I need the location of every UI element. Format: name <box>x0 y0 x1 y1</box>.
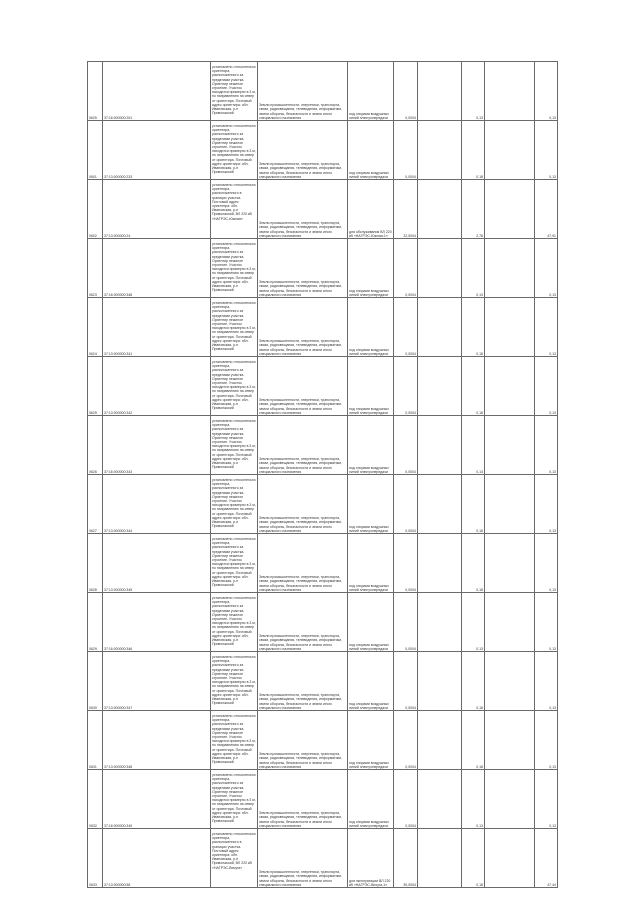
empty-cell <box>485 770 535 829</box>
land-category: Земли промышленности, энергетики, транспорта, связи, радиовещания, телевидения, информатики, земли обороны, безопасности и земли иного специального назначения <box>258 593 348 652</box>
total-value: 0,13 <box>535 534 558 593</box>
empty-cell <box>485 652 535 711</box>
total-value: 0,13 <box>535 121 558 180</box>
area-value: 30,0004 <box>394 829 418 888</box>
land-category: Земли промышленности, энергетики, транспорта, связи, радиовещания, телевидения, информатики, земли обороны, безопасности и земли иного специального назначения <box>258 357 348 416</box>
permitted-use: под опорами воздушных линий электропередачи <box>348 475 394 534</box>
area-value: 0,0004 <box>394 357 418 416</box>
empty-cell <box>418 534 462 593</box>
share-value: 0,18 <box>462 829 485 888</box>
total-value: 0,13 <box>535 416 558 475</box>
land-plots-table <box>87 61 558 888</box>
permitted-use: под опорами воздушных линий электропередачи <box>348 593 394 652</box>
total-value: 0,13 <box>535 298 558 357</box>
cadastral-number: 37:16:000000:261 <box>103 62 211 121</box>
table-row <box>88 475 558 534</box>
land-category: Земли промышленности, энергетики, транспорта, связи, радиовещания, телевидения, информатики, земли обороны, безопасности и земли иного специального назначения <box>258 298 348 357</box>
cadastral-number: 37:16:000000:348 <box>103 239 211 298</box>
empty-cell <box>485 62 535 121</box>
table-row <box>88 121 558 180</box>
row-id: 0602 <box>88 180 103 239</box>
empty-cell <box>485 711 535 770</box>
address-cell: установлено относительно ориентира, расположенного за пределами участка. Ориентир нежилое строение. Участок находится примерно в 3 м, по направлению на север от ориентира. Почтовый адрес ориентира: обл. Ивановская, р-н Приволжский <box>211 239 258 298</box>
total-value: 47,44 <box>535 829 558 888</box>
table-row <box>88 770 558 829</box>
area-value: 0,0004 <box>394 475 418 534</box>
permitted-use: под опорами воздушных линий электропередачи <box>348 652 394 711</box>
empty-cell <box>418 121 462 180</box>
area-value: 0,0004 <box>394 652 418 711</box>
empty-cell <box>485 298 535 357</box>
land-category: Земли промышленности, энергетики, транспорта, связи, радиовещания, телевидения, информатики, земли обороны, безопасности и земли иного специального назначения <box>258 829 348 888</box>
cadastral-number: 37:13:000000:233 <box>103 121 211 180</box>
row-id: 0624 <box>88 298 103 357</box>
row-id: 0631 <box>88 711 103 770</box>
share-value: 0,18 <box>462 534 485 593</box>
area-value: 0,0004 <box>394 711 418 770</box>
address-cell: установлено относительно ориентира, расположенного за пределами участка. Ориентир нежилое строение. Участок находится примерно в 3 м, по направлению на север от ориентира. Почтовый адрес ориентира: обл. Ивановская, р-н Приволжский <box>211 121 258 180</box>
empty-cell <box>418 180 462 239</box>
area-value: 0,0004 <box>394 770 418 829</box>
address-cell: установлено относительно ориентира, расположенного за пределами участка. Ориентир нежилое строение. Участок находится примерно в 3 м, по направлению на север от ориентира. Почтовый адрес ориентира: обл. Ивановская, р-н Приволжский <box>211 298 258 357</box>
share-value: 0,13 <box>462 593 485 652</box>
empty-cell <box>485 475 535 534</box>
land-category: Земли промышленности, энергетики, транспорта, связи, радиовещания, телевидения, информатики, земли обороны, безопасности и земли иного специального назначения <box>258 534 348 593</box>
empty-cell <box>485 829 535 888</box>
area-value: 0,0004 <box>394 593 418 652</box>
table-row <box>88 298 558 357</box>
cadastral-number: 37:13:000000:58 <box>103 829 211 888</box>
share-value: 0,13 <box>462 62 485 121</box>
area-value: 0,0004 <box>394 121 418 180</box>
row-id: 0633 <box>88 829 103 888</box>
cadastral-number: 37:13:000000:24 <box>103 180 211 239</box>
cadastral-number: 37:16:000000:346 <box>103 593 211 652</box>
table-row <box>88 829 558 888</box>
empty-cell <box>485 357 535 416</box>
land-category: Земли промышленности, энергетики, транспорта, связи, радиовещания, телевидения, информатики, земли обороны, безопасности и земли иного специального назначения <box>258 121 348 180</box>
land-category: Земли промышленности, энергетики, транспорта, связи, радиовещания, телевидения, информатики, земли обороны, безопасности и земли иного специального назначения <box>258 180 348 239</box>
total-value: 47,91 <box>535 180 558 239</box>
land-category: Земли промышленности, энергетики, транспорта, связи, радиовещания, телевидения, информатики, земли обороны, безопасности и земли иного специального назначения <box>258 416 348 475</box>
address-cell: установлено относительно ориентира, расположенного за пределами участка. Ориентир нежилое строение. Участок находится примерно в 3 м, по направлению на север от ориентира. Почтовый адрес ориентира: обл. Ивановская, р-н Приволжский <box>211 62 258 121</box>
share-value: 2,78 <box>462 180 485 239</box>
empty-cell <box>418 652 462 711</box>
row-id: 0625 <box>88 62 103 121</box>
table-row <box>88 357 558 416</box>
cadastral-number: 37:16:000000:349 <box>103 770 211 829</box>
row-id: 0628 <box>88 534 103 593</box>
table-row <box>88 416 558 475</box>
table-row <box>88 652 558 711</box>
address-cell: установлено относительно ориентира, расположенного за пределами участка. Ориентир нежилое строение. Участок находится примерно в 3 м, по направлению на север от ориентира. Почтовый адрес ориентира: обл. Ивановская, р-н Приволжский <box>211 711 258 770</box>
address-cell: установлено относительно ориентира, расположенного за пределами участка. Ориентир нежилое строение. Участок находится примерно в 3 м, по направлению на север от ориентира. Почтовый адрес ориентира: обл. Ивановская, р-н Приволжский <box>211 652 258 711</box>
address-cell: установлено относительно ориентира, расположенного в границах участка. Почтовый адрес ориентира: обл. Ивановская, р-н Приволжский, ВЛ 220 кВ «НАГРЭС-Вичуга» <box>211 829 258 888</box>
share-value: 0,18 <box>462 298 485 357</box>
total-value: 0,13 <box>535 357 558 416</box>
total-value: 0,13 <box>535 239 558 298</box>
address-cell: установлено относительно ориентира, расположенного за пределами участка. Ориентир нежилое строение. Участок находится примерно в 3 м, по направлению на север от ориентира. Почтовый адрес ориентира: обл. Ивановская, р-н Приволжский <box>211 534 258 593</box>
share-value: 0,13 <box>462 239 485 298</box>
share-value: 0,13 <box>462 770 485 829</box>
area-value: 0,0004 <box>394 62 418 121</box>
row-id: 0632 <box>88 770 103 829</box>
row-id: 0625 <box>88 357 103 416</box>
empty-cell <box>418 239 462 298</box>
area-value: 22,0004 <box>394 180 418 239</box>
cadastral-number: 37:13:000000:347 <box>103 652 211 711</box>
address-cell: установлено относительно ориентира, расположенного за пределами участка. Ориентир нежилое строение. Участок находится примерно в 3 м, по направлению на север от ориентира. Почтовый адрес ориентира: обл. Ивановская, р-н Приволжский <box>211 770 258 829</box>
address-cell: установлено относительно ориентира, расположенного за пределами участка. Ориентир нежилое строение. Участок находится примерно в 3 м, по направлению на север от ориентира. Почтовый адрес ориентира: обл. Ивановская, р-н Приволжский <box>211 416 258 475</box>
empty-cell <box>418 62 462 121</box>
permitted-use: под опорами воздушных линий электропередачи <box>348 121 394 180</box>
total-value: 0,13 <box>535 62 558 121</box>
address-cell: установлено относительно ориентира, расположенного за пределами участка. Ориентир нежилое строение. Участок находится примерно в 3 м, по направлению на север от ориентира. Почтовый адрес ориентира: обл. Ивановская, р-н Приволжский <box>211 357 258 416</box>
permitted-use: для эксплуатации ВЛ 220 кВ «НАГРЭС-Вичуга-1» <box>348 829 394 888</box>
empty-cell <box>485 239 535 298</box>
empty-cell <box>418 357 462 416</box>
area-value: 0,0004 <box>394 298 418 357</box>
cadastral-number: 37:13:000000:344 <box>103 475 211 534</box>
empty-cell <box>418 475 462 534</box>
empty-cell <box>418 298 462 357</box>
row-id: 0630 <box>88 652 103 711</box>
area-value: 0,0004 <box>394 239 418 298</box>
empty-cell <box>418 593 462 652</box>
table-row <box>88 239 558 298</box>
empty-cell <box>418 416 462 475</box>
row-id: 0627 <box>88 475 103 534</box>
land-category: Земли промышленности, энергетики, транспорта, связи, радиовещания, телевидения, информатики, земли обороны, безопасности и земли иного специального назначения <box>258 711 348 770</box>
permitted-use: под опорами воздушных линий электропередачи <box>348 298 394 357</box>
land-category: Земли промышленности, энергетики, транспорта, связи, радиовещания, телевидения, информатики, земли обороны, безопасности и земли иного специального назначения <box>258 652 348 711</box>
total-value: 0,13 <box>535 770 558 829</box>
cadastral-number: 37:13:000000:345 <box>103 534 211 593</box>
cadastral-number: 37:13:000000:348 <box>103 711 211 770</box>
row-id: 0629 <box>88 593 103 652</box>
permitted-use: для обслуживания ВЛ 220 кВ «НАГРЭС-Южная-1» <box>348 180 394 239</box>
permitted-use: под опорами воздушных линий электропередачи <box>348 534 394 593</box>
table-row <box>88 62 558 121</box>
land-category: Земли промышленности, энергетики, транспорта, связи, радиовещания, телевидения, информатики, земли обороны, безопасности и земли иного специального назначения <box>258 239 348 298</box>
cadastral-number: 37:16:000000:343 <box>103 416 211 475</box>
land-category: Земли промышленности, энергетики, транспорта, связи, радиовещания, телевидения, информатики, земли обороны, безопасности и земли иного специального назначения <box>258 770 348 829</box>
land-category: Земли промышленности, энергетики, транспорта, связи, радиовещания, телевидения, информатики, земли обороны, безопасности и земли иного специального назначения <box>258 475 348 534</box>
table-row <box>88 534 558 593</box>
table-row <box>88 711 558 770</box>
empty-cell <box>485 416 535 475</box>
row-id: 0601 <box>88 121 103 180</box>
row-id: 0623 <box>88 239 103 298</box>
empty-cell <box>485 534 535 593</box>
empty-cell <box>418 829 462 888</box>
share-value: 0,18 <box>462 121 485 180</box>
total-value: 0,13 <box>535 593 558 652</box>
address-cell: установлено относительно ориентира, расположенного за пределами участка. Ориентир нежилое строение. Участок находится примерно в 3 м, по направлению на север от ориентира. Почтовый адрес ориентира: обл. Ивановская, р-н Приволжский <box>211 475 258 534</box>
permitted-use: под опорами воздушных линий электропередачи <box>348 62 394 121</box>
row-id: 0626 <box>88 416 103 475</box>
share-value: 0,18 <box>462 475 485 534</box>
share-value: 0,18 <box>462 652 485 711</box>
address-cell: установлено относительно ориентира, расположенного в границах участка. Почтовый адрес ориентира: обл. Ивановская, р-н Приволжский, ВЛ 220 кВ «НАГРЭС-Южная» <box>211 180 258 239</box>
permitted-use: под опорами воздушных линий электропередачи <box>348 416 394 475</box>
share-value: 0,18 <box>462 357 485 416</box>
area-value: 0,0004 <box>394 534 418 593</box>
total-value: 0,13 <box>535 711 558 770</box>
share-value: 0,18 <box>462 711 485 770</box>
empty-cell <box>485 121 535 180</box>
cadastral-number: 37:13:000000:341 <box>103 298 211 357</box>
empty-cell <box>485 180 535 239</box>
permitted-use: под опорами воздушных линий электропередачи <box>348 770 394 829</box>
permitted-use: под опорами воздушных линий электропередачи <box>348 711 394 770</box>
table-row <box>88 593 558 652</box>
total-value: 0,13 <box>535 475 558 534</box>
permitted-use: под опорами воздушных линий электропередачи <box>348 357 394 416</box>
share-value: 0,13 <box>462 416 485 475</box>
total-value: 0,13 <box>535 652 558 711</box>
empty-cell <box>485 593 535 652</box>
cadastral-number: 37:13:000000:342 <box>103 357 211 416</box>
empty-cell <box>418 711 462 770</box>
empty-cell <box>418 770 462 829</box>
permitted-use: под опорами воздушных линий электропередачи <box>348 239 394 298</box>
table-row <box>88 180 558 239</box>
address-cell: установлено относительно ориентира, расположенного за пределами участка. Ориентир нежилое строение. Участок находится примерно в 3 м, по направлению на север от ориентира. Почтовый адрес ориентира: обл. Ивановская, р-н Приволжский <box>211 593 258 652</box>
land-category: Земли промышленности, энергетики, транспорта, связи, радиовещания, телевидения, информатики, земли обороны, безопасности и земли иного специального назначения <box>258 62 348 121</box>
area-value: 0,0004 <box>394 416 418 475</box>
